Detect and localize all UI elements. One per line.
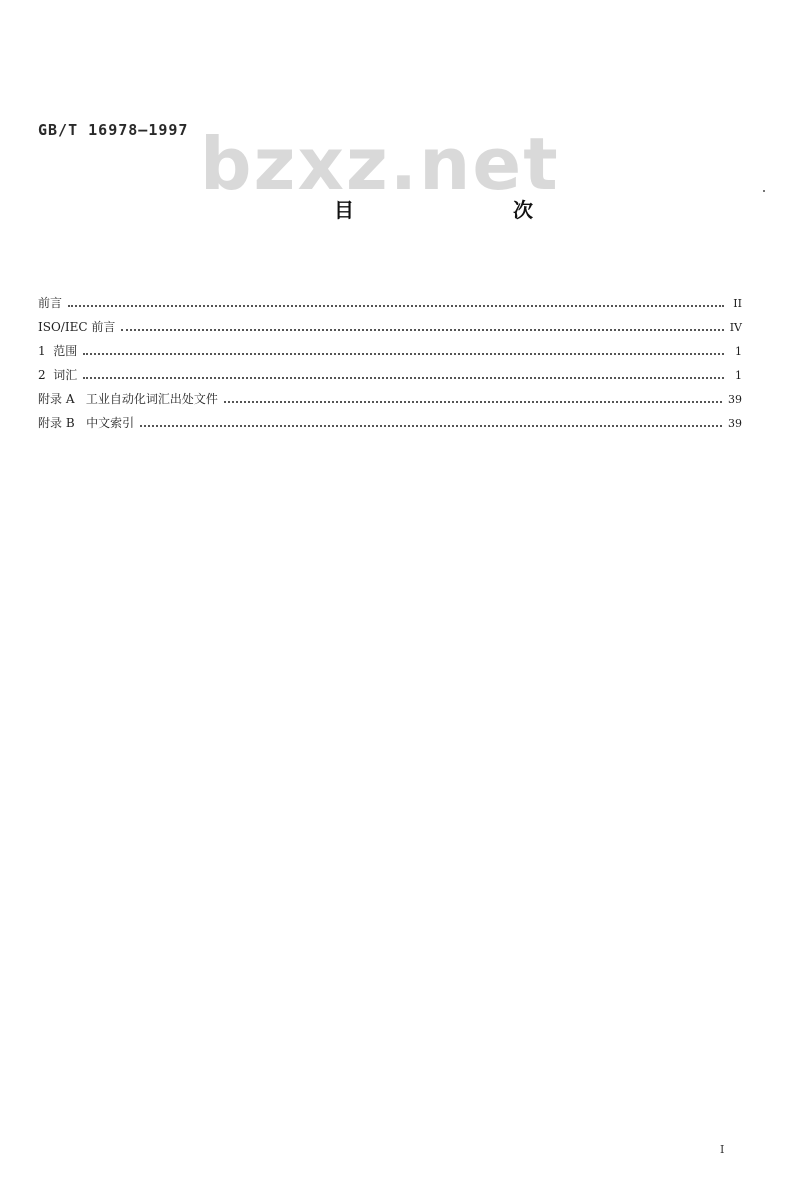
toc-entry-label: 前言 (38, 296, 63, 310)
toc-entry-label: 附录 B 中文索引 (38, 416, 135, 430)
standard-code: GB/T 16978—1997 (38, 121, 189, 139)
toc-entry-iso-iec-foreword[interactable] (38, 318, 742, 342)
table-of-contents (38, 294, 742, 438)
toc-entry-page: 39 (728, 417, 742, 430)
toc-entry-page: IV (729, 321, 742, 334)
toc-dot-leader (83, 353, 724, 355)
toc-dot-leader (224, 401, 722, 403)
toc-entry-page: 1 (735, 369, 742, 382)
toc-title: 目 次 (334, 198, 609, 222)
toc-entry-foreword[interactable] (38, 294, 742, 318)
toc-entry-appendix-b[interactable] (38, 414, 742, 438)
toc-entry-scope[interactable] (38, 342, 742, 366)
page-number: I (720, 1143, 725, 1156)
toc-entry-appendix-a[interactable] (38, 390, 742, 414)
toc-entry-label: ISO/IEC 前言 (38, 320, 116, 334)
toc-dot-leader (121, 329, 723, 331)
scan-speck (763, 190, 765, 192)
toc-entry-page: II (733, 297, 742, 310)
toc-entry-page: 39 (728, 393, 742, 406)
toc-entry-page: 1 (735, 345, 742, 358)
toc-dot-leader (83, 377, 724, 379)
toc-entry-label: 附录 A 工业自动化词汇出处文件 (38, 392, 218, 406)
toc-entry-vocabulary[interactable] (38, 366, 742, 390)
toc-entry-label: 2 词汇 (38, 368, 78, 382)
watermark-text: bzxz.net (200, 122, 560, 206)
toc-dot-leader (68, 305, 724, 307)
toc-dot-leader (140, 425, 722, 427)
toc-entry-label: 1 范围 (38, 344, 78, 358)
